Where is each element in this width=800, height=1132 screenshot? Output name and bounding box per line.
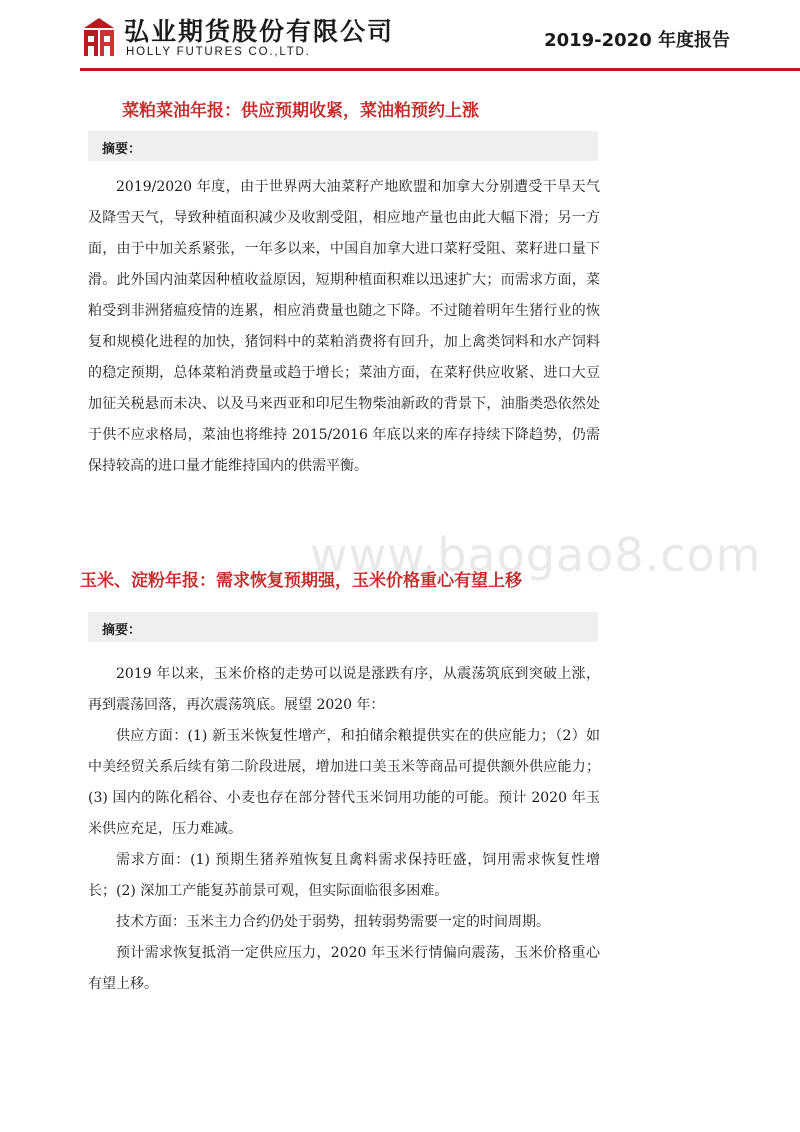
abstract-bar: [88, 131, 598, 161]
paragraph: 2019 年以来，玉米价格的走势可以说是涨跌有序，从震荡筑底到突破上涨，再到震荡回落，再次震荡筑底。展望 2020 年：: [88, 666, 600, 713]
abstract-label: 摘要：: [102, 142, 142, 157]
company-name-cn: 弘业期货股份有限公司: [124, 17, 395, 46]
company-name-en: HOLLY FUTURES CO.,LTD.: [126, 46, 311, 58]
company-logo-icon: [80, 14, 118, 58]
header-divider: [80, 68, 800, 71]
section-title-corn: 玉米、淀粉年报：需求恢复预期强，玉米价格重心有望上移: [80, 571, 522, 591]
abstract-label: 摘要：: [102, 623, 142, 638]
section-title-rapeseed: 菜粕菜油年报：供应预期收紧，菜油粕预约上涨: [122, 101, 479, 121]
section-body-rapeseed: [88, 172, 600, 482]
report-title: 2019-2020 年度报告: [544, 30, 730, 51]
paragraph: 2019/2020 年度，由于世界两大油菜籽产地欧盟和加拿大分别遭受干旱天气及降雪天气，导致种植面积减少及收割受阻，相应地产量也由此大幅下滑；另一方面，由于中加关系紧张，一年多以来，中国自加拿大进口菜籽受阻、菜籽进口量下滑。此外国内油菜因种植收益原因，短期种植面积难以迅速扩大；而需求方面，菜粕受到非洲猪瘟疫情的连累，相应消费量也随之下降。不过随着明年生猪行业的恢复和规模化进程的加快，猪饲料中的菜粕消费将有回升，加上禽类饲料和水产饲料的稳定预期，总体菜粕消费量或趋于增长；菜油方面，在菜籽供应收紧、进口大豆加征关税悬而未决、以及马来西亚和印尼生物柴油新政的背景下，油脂类恐依然处于供不应求格局，菜油也将维持 2015/2016 年底以来的库存持续下降趋势，仍需保持较高的进口量才能维持国内的供需平衡。: [88, 179, 600, 474]
watermark: www.baogao8.com: [310, 528, 762, 582]
paragraph: 技术方面：玉米主力合约仍处于弱势，扭转弱势需要一定的时间周期。: [116, 914, 550, 930]
paragraph: 需求方面：(1) 预期生猪养殖恢复且禽料需求保持旺盛，饲用需求恢复性增长；(2) 深加工产能复苏前景可观，但实际面临很多困难。: [88, 852, 600, 899]
section-body-corn: [88, 659, 600, 1000]
abstract-bar: [88, 612, 598, 642]
paragraph: 供应方面：(1) 新玉米恢复性增产，和拍储余粮提供实在的供应能力；（2）如中美经贸关系后续有第二阶段进展，增加进口美玉米等商品可提供额外供应能力；(3) 国内的陈化稻谷、小麦也存在部分替代玉米饲用功能的可能。预计 2020 年玉米供应充足，压力难减。: [88, 728, 600, 837]
paragraph: 预计需求恢复抵消一定供应压力，2020 年玉米行情偏向震荡，玉米价格重心有望上移。: [88, 945, 600, 992]
page-header: [0, 0, 800, 72]
